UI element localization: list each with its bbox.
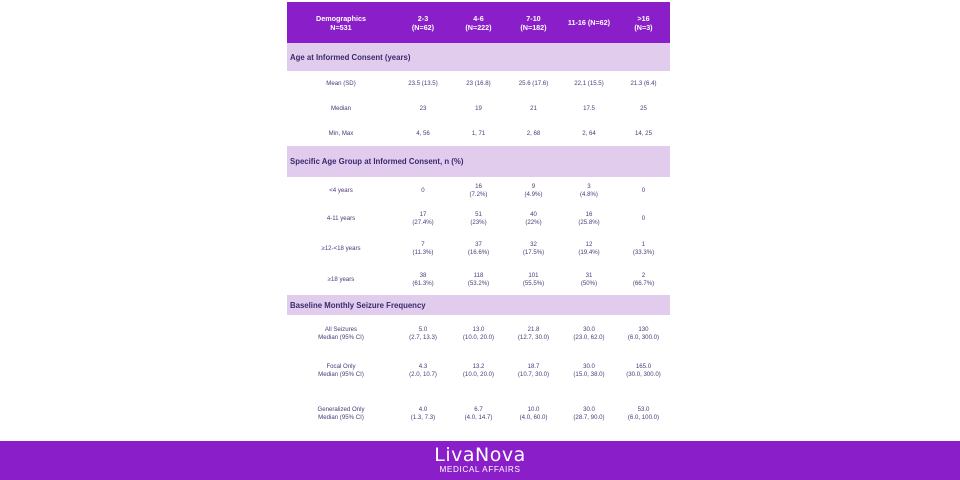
table-cell: 0 — [421, 186, 425, 194]
table-cell: 40 (22%) — [525, 211, 542, 226]
table-cell: 51 (23%) — [470, 211, 487, 226]
table-row — [287, 389, 670, 439]
livanova-logo: LivaNova — [434, 444, 526, 466]
table-row — [287, 264, 670, 295]
row-label: Min, Max — [328, 129, 354, 137]
section-heading-seizure-frequency: Baseline Monthly Seizure Frequency — [287, 295, 670, 315]
table-cell: 37 (16.6%) — [467, 241, 490, 256]
header-cell-4-6: 4-6 (N=222) — [465, 13, 492, 32]
row-label: Focal Only Median (95% CI) — [318, 362, 364, 378]
table-cell: 30.0 (15.0, 38.0) — [573, 362, 605, 378]
table-cell: 23.5 (13.5) — [408, 79, 438, 87]
table-cell: 13.2 (10.0, 20.0) — [462, 362, 495, 378]
table-cell: 7 (11.3%) — [412, 241, 434, 256]
table-cell: 16 (25.8%) — [578, 211, 600, 226]
demographics-table — [287, 2, 670, 439]
header-cell-over-16: >16 (N=3) — [634, 13, 653, 32]
table-header — [287, 2, 670, 43]
table-cell: 3 (4.8%) — [580, 182, 598, 198]
table-cell: 21.8 (12.7, 30.0) — [517, 325, 550, 341]
table-cell: 19 — [475, 104, 482, 112]
table-cell: 21 — [530, 104, 537, 112]
table-row — [287, 234, 670, 264]
table-cell: 5.0 (2.7, 13.3) — [409, 325, 437, 341]
table-cell: 23 — [419, 104, 427, 112]
header-cell-7-10: 7-10 (N=182) — [520, 13, 547, 32]
row-label: Mean (SD) — [326, 79, 356, 87]
table-row — [287, 96, 670, 121]
table-cell: 23 (16.8) — [466, 79, 491, 87]
table-cell: 0 — [641, 215, 646, 222]
table-cell: 9 (4.9%) — [524, 182, 543, 198]
section-heading-age-group: Specific Age Group at Informed Consent, n (%) — [287, 146, 670, 177]
table-cell: 2, 68 — [526, 129, 541, 137]
table-cell: 22.1 (15.5) — [574, 79, 604, 87]
table-row — [287, 204, 670, 234]
table-row — [287, 315, 670, 352]
row-label: Generalized Only Median (95% CI) — [317, 406, 365, 421]
row-label: ≥18 years — [327, 275, 355, 283]
row-label: Median — [331, 104, 351, 112]
table-cell: 6.7 (4.0, 14.7) — [464, 406, 493, 421]
table-cell: 31 (50%) — [580, 271, 598, 287]
header-cell-2-3: 2-3 (N=62) — [411, 13, 435, 32]
table-cell: 14, 25 — [635, 129, 652, 137]
table-cell: 32 (17.5%) — [522, 241, 545, 256]
table-cell: 53.0 (6.0, 100.0) — [627, 406, 660, 421]
table-cell: 18.7 (10.7, 30.0) — [517, 362, 550, 378]
table-cell: 4.0 (1.3, 7.3) — [410, 406, 436, 421]
table-cell: 30.0 (23.0, 62.0) — [573, 325, 605, 341]
table-cell: 2, 64 — [582, 129, 596, 137]
table-cell: 30.0 (28.7, 90.0) — [573, 406, 605, 421]
row-label: All Seizures Median (95% CI) — [318, 325, 364, 341]
table-cell: 165.0 (30.0, 300.0) — [626, 362, 661, 378]
table-cell: 25.6 (17.6) — [518, 79, 549, 87]
table-row — [287, 71, 670, 96]
table-cell: 25 — [640, 104, 647, 112]
table-cell: 12 (19.4%) — [578, 241, 600, 256]
row-label: 4-11 years — [326, 215, 356, 222]
table-cell: 16 (7.2%) — [469, 182, 488, 198]
table-cell: 1 (33.3%) — [632, 241, 655, 256]
table-cell: 118 (53.2%) — [467, 271, 490, 287]
header-cell-demographics: Demographics N=531 — [316, 13, 366, 32]
footer-bar — [0, 441, 960, 480]
header-cell-11-16: 11-16 (N=62) — [567, 18, 611, 27]
table-cell: 21.3 (6.4) — [630, 79, 657, 87]
table-cell: 4.3 (2.0, 10.7) — [409, 362, 437, 378]
section-heading-age: Age at Informed Consent (years) — [287, 43, 670, 71]
table-cell: 10.0 (4.0, 60.0) — [519, 406, 548, 421]
table-cell: 13.0 (10.0, 20.0) — [462, 325, 495, 341]
table-row — [287, 121, 670, 146]
table-cell: 17.5 — [583, 104, 595, 112]
table-row — [287, 177, 670, 204]
table-cell: 4, 56 — [416, 129, 430, 137]
table-cell: 1, 71 — [471, 129, 486, 137]
row-label: ≥12-<18 years — [321, 245, 361, 252]
table-cell: 0 — [641, 186, 646, 194]
table-row — [287, 352, 670, 389]
table-cell: 38 (61.3%) — [412, 271, 434, 287]
logo-subtitle: MEDICAL AFFAIRS — [439, 465, 521, 474]
table-cell: 101 (55.5%) — [522, 271, 545, 287]
table-cell: 130 (6.0, 300.0) — [627, 325, 660, 341]
row-label: <4 years — [329, 186, 353, 194]
table-cell: 2 (66.7%) — [632, 271, 655, 287]
table-cell: 17 (27.4%) — [412, 211, 434, 226]
